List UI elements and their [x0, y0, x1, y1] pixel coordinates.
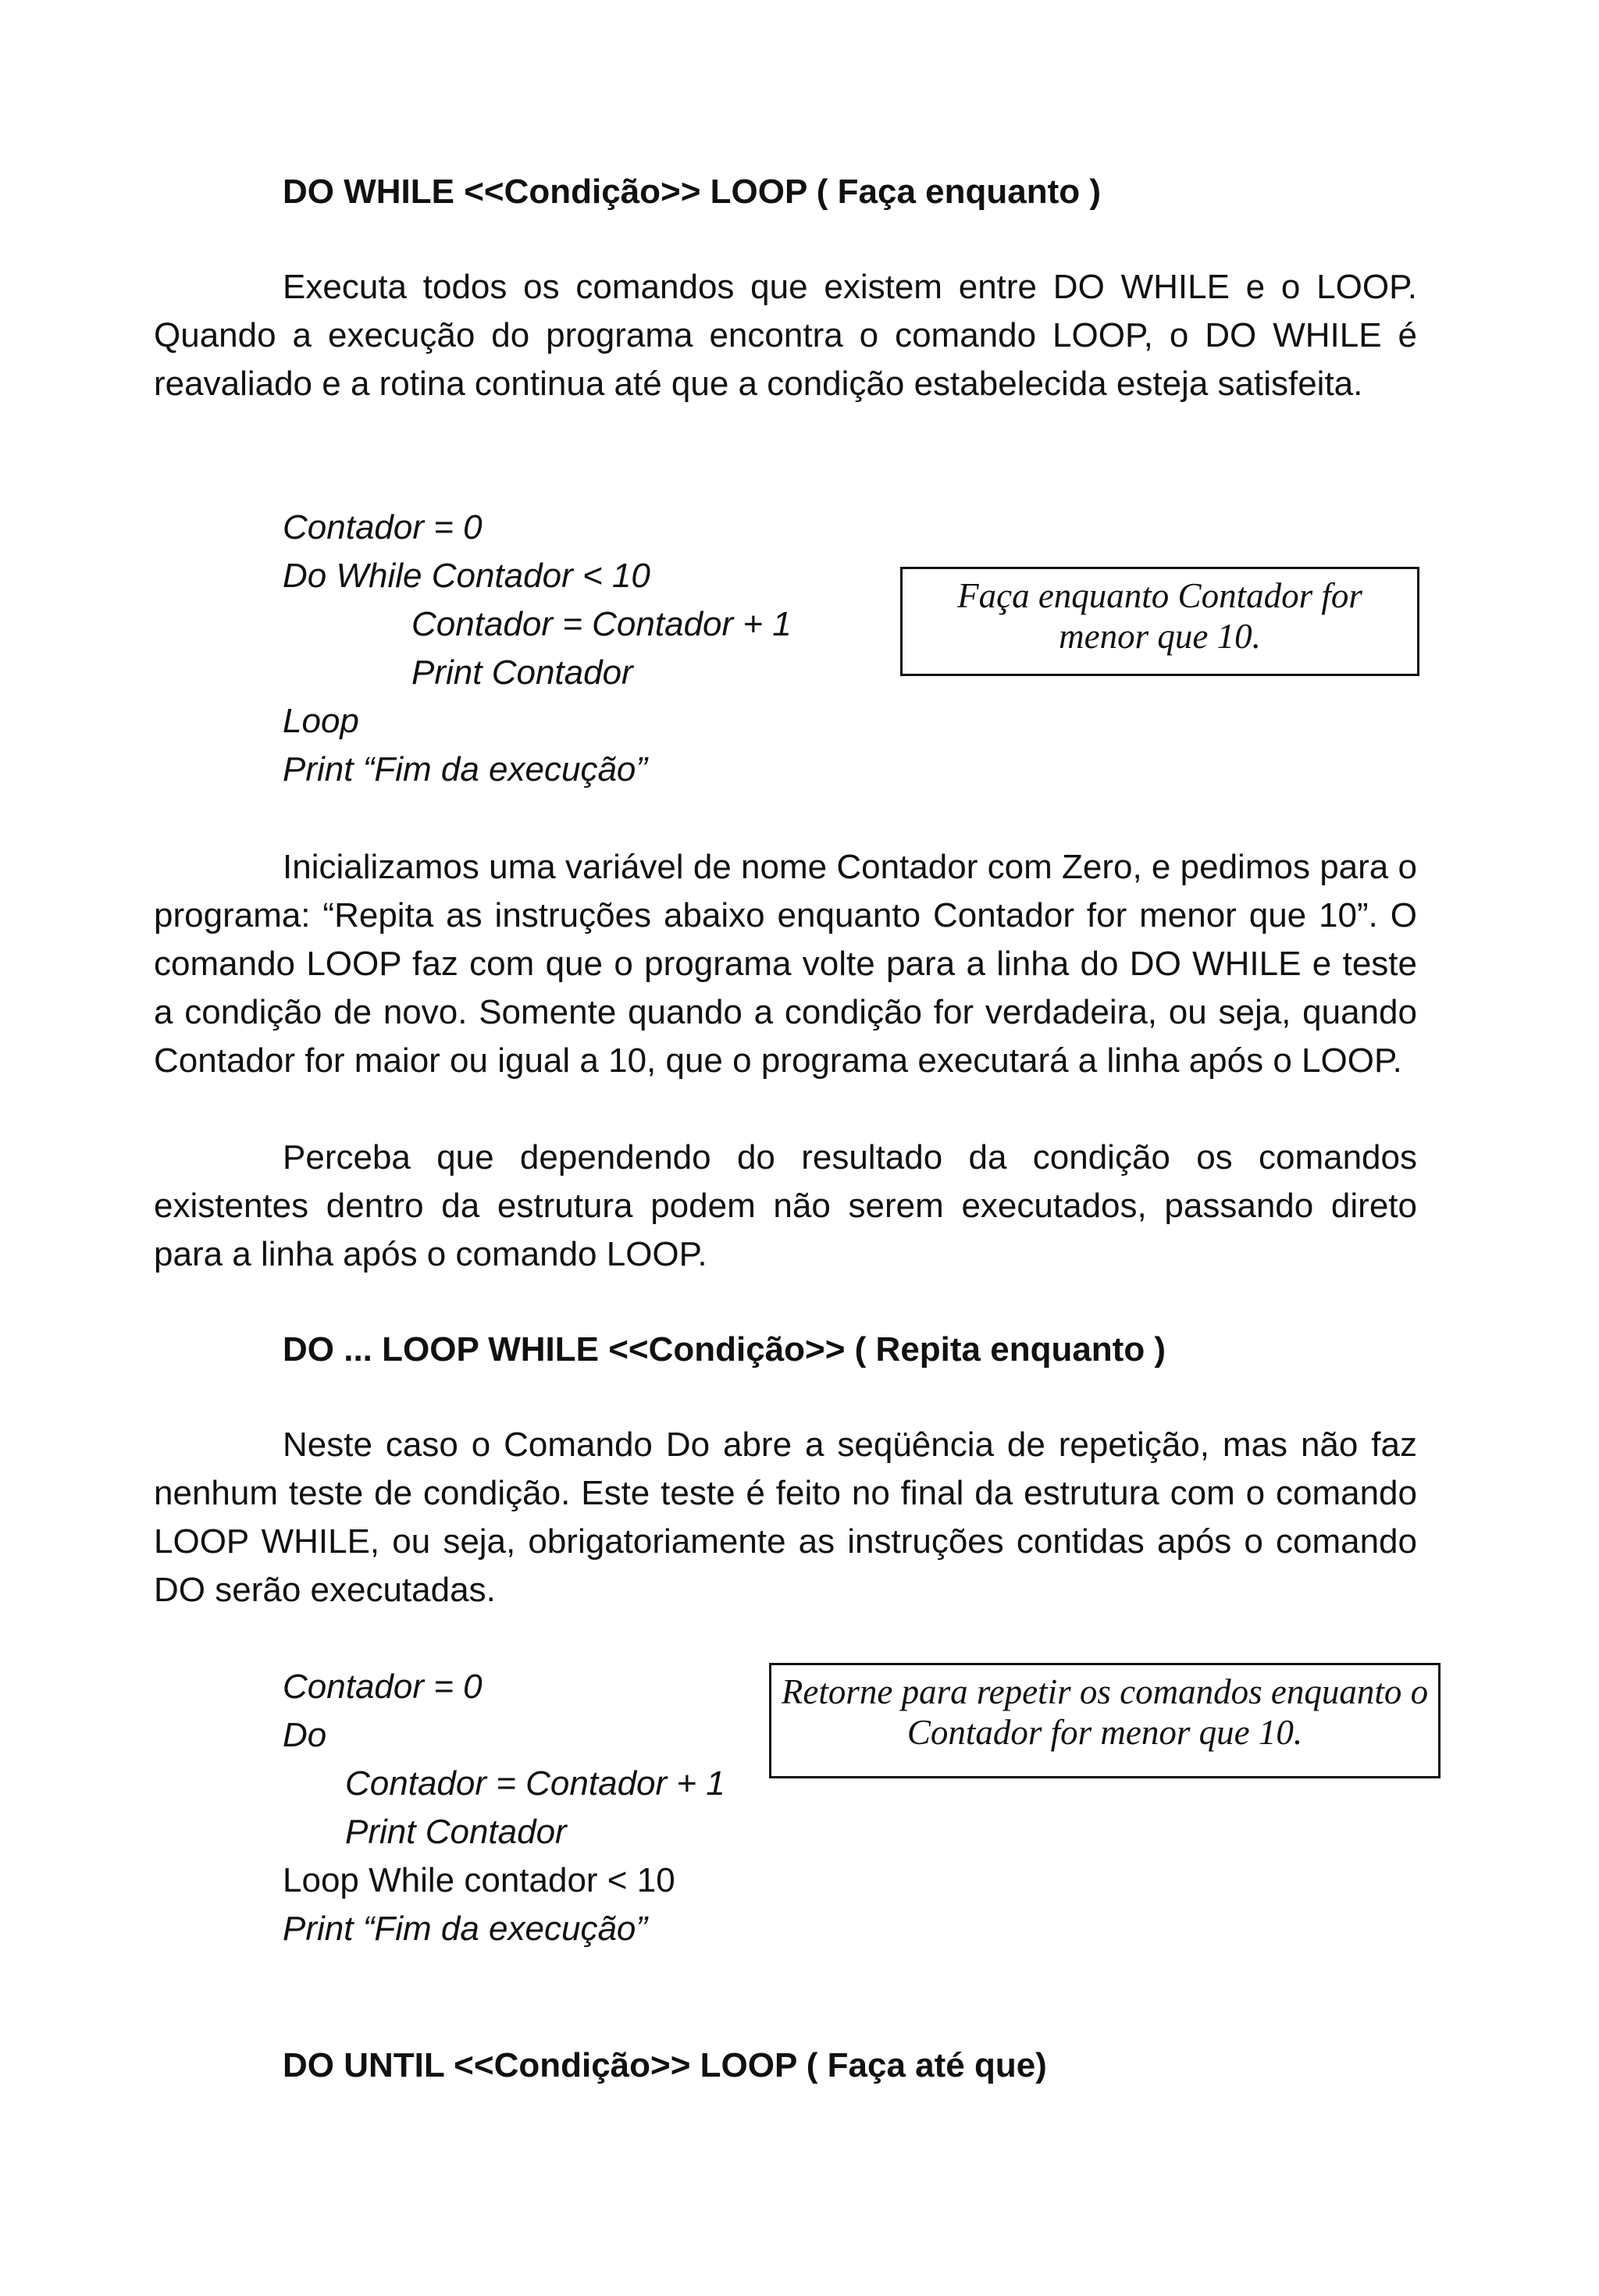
paragraph-do-while-note: Perceba que dependendo do resultado da condição os comandos existentes dentro da estrutura podem não serem executados, passando direto para a linha após o comando LOOP. — [154, 1138, 1417, 1273]
code-line: Loop While contador < 10 — [283, 1861, 675, 1899]
note-box-loop-while: Retorne para repetir os comandos enquanto o Contador for menor que 10. — [769, 1663, 1441, 1778]
note-box-do-while: Faça enquanto Contador for menor que 10. — [900, 567, 1419, 676]
code-block-loop-while — [283, 1663, 725, 1953]
code-line: Print “Fim da execução” — [283, 1910, 648, 1948]
section-heading-loop-while: DO ... LOOP WHILE <<Condição>> ( Repita enquanto ) — [283, 1330, 1166, 1369]
paragraph-loop-while-description: Neste caso o Comando Do abre a seqüência de repetição, mas não faz nenhum teste de condição. Este teste é feito no final da estrutura com o comando LOOP WHILE, ou seja, obrigatoriamente as instruções contidas após o comando DO serão executadas. — [154, 1426, 1417, 1609]
code-line: Print Contador — [345, 1813, 567, 1851]
section-heading-do-until: DO UNTIL <<Condição>> LOOP ( Faça até que) — [283, 2046, 1047, 2084]
section-heading-do-while: DO WHILE <<Condição>> LOOP ( Faça enquanto ) — [283, 173, 1102, 211]
code-line: Do While Contador < 10 — [283, 557, 650, 595]
code-line: Contador = Contador + 1 — [345, 1764, 725, 1803]
paragraph-do-while-explanation: Inicializamos uma variável de nome Contador com Zero, e pedimos para o programa: “Repita as instruções abaixo enquanto Contador for menor que 10”. O comando LOOP faz com que o programa volte para a linha do DO WHILE e teste a condição de novo. Somente quando a condição for verdadeira, ou seja, quando Contador for maior ou igual a 10, que o programa executará a linha após o LOOP. — [154, 848, 1417, 1080]
code-line: Contador = Contador + 1 — [411, 605, 792, 643]
code-line: Print Contador — [411, 653, 633, 692]
code-line: Contador = 0 — [283, 508, 483, 546]
code-line: Print “Fim da execução” — [283, 750, 648, 788]
code-line: Do — [283, 1716, 327, 1754]
code-line: Contador = 0 — [283, 1668, 483, 1706]
code-line: Loop — [283, 702, 359, 740]
code-block-do-while — [283, 504, 792, 794]
paragraph-do-while-description: Executa todos os comandos que existem entre DO WHILE e o LOOP. Quando a execução do programa encontra o comando LOOP, o DO WHILE é reavaliado e a rotina continua até que a condição estabelecida esteja satisfeita. — [154, 268, 1417, 403]
